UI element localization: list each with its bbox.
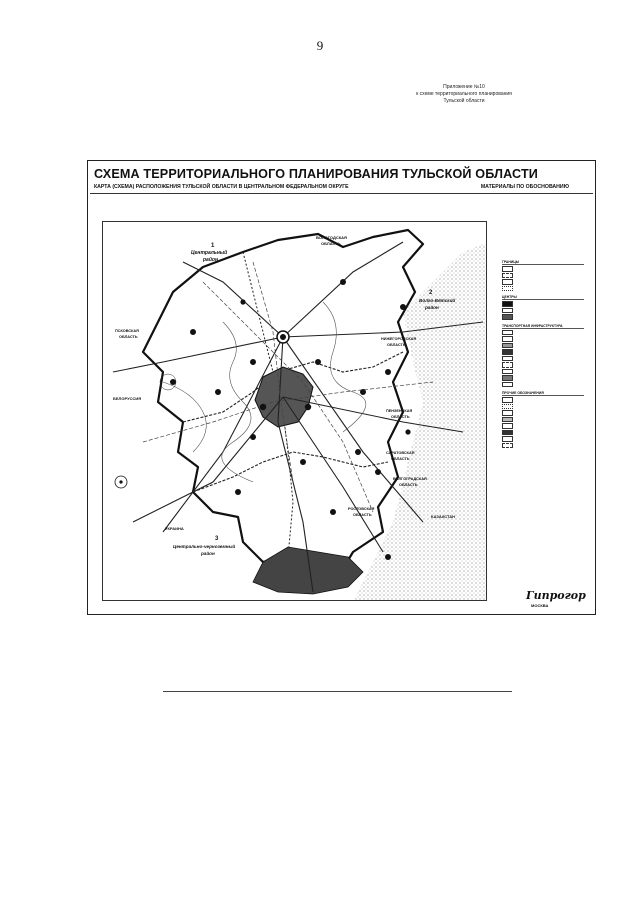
bottom-divider xyxy=(163,691,512,692)
map-label: Волго-Вятский xyxy=(419,298,456,303)
legend-row xyxy=(502,382,584,387)
appendix-line: Тульской области xyxy=(443,98,485,104)
legend-row xyxy=(502,404,584,409)
legend-row xyxy=(502,330,584,335)
appendix-line: к схеме территориального планирования xyxy=(416,91,512,97)
stipple-area-east xyxy=(353,242,487,601)
map-label: ОБЛАСТЬ xyxy=(353,513,372,517)
legend-heading: ТРАНСПОРТНАЯ ИНФРАСТРУКТУРА xyxy=(502,324,584,329)
legend-row xyxy=(502,424,584,429)
legend-heading: ЦЕНТРЫ xyxy=(502,295,584,300)
title-divider xyxy=(90,193,593,194)
map-label: 2 xyxy=(429,290,433,296)
legend-swatch xyxy=(502,343,513,349)
centre-marker xyxy=(240,299,245,304)
map-frame xyxy=(102,221,487,601)
legend-swatch xyxy=(502,397,513,403)
legend-swatch xyxy=(502,301,513,307)
legend-row xyxy=(502,430,584,435)
sheet-title: СХЕМА ТЕРРИТОРИАЛЬНОГО ПЛАНИРОВАНИЯ ТУЛЬСКОЙ ОБЛАСТИ xyxy=(94,167,539,181)
legend-swatch xyxy=(502,308,513,314)
sheet-subtitle: КАРТА (СХЕМА) РАСПОЛОЖЕНИЯ ТУЛЬСКОЙ ОБЛАСТИ В ЦЕНТРАЛЬНОМ ФЕДЕРАЛЬНОМ ОКРУГЕ xyxy=(94,184,349,190)
map-label: район xyxy=(201,551,215,556)
centre-marker xyxy=(305,404,311,410)
map-label: 3 xyxy=(215,536,219,542)
map-label: ОБЛАСТЬ xyxy=(391,457,410,461)
map-legend xyxy=(502,256,584,448)
legend-swatch xyxy=(502,330,513,336)
centre-marker xyxy=(315,359,321,365)
legend-heading: ПРОЧИЕ ОБОЗНАЧЕНИЯ xyxy=(502,391,584,396)
legend-row xyxy=(502,273,584,278)
map-label: БЕЛОРУССИЯ xyxy=(113,396,142,401)
legend-swatch xyxy=(502,336,513,342)
legend-row xyxy=(502,369,584,374)
map-label: ОБЛАСТЬ xyxy=(399,483,418,487)
legend-swatch xyxy=(502,443,513,449)
appendix-line: Приложение №10 xyxy=(443,84,485,90)
legend-swatch xyxy=(502,423,513,429)
map-label: ПЕНЗЕНСКАЯ xyxy=(386,409,413,413)
legend-row xyxy=(502,417,584,422)
legend-swatch xyxy=(502,410,513,416)
centre-marker xyxy=(330,509,336,515)
legend-row xyxy=(502,267,584,272)
legend-swatch xyxy=(502,356,513,362)
map-label: УКРАИНА xyxy=(165,526,184,531)
legend-row xyxy=(502,398,584,403)
legend-row xyxy=(502,315,584,320)
legend-swatch xyxy=(502,273,513,279)
map-label: ОБЛАСТЬ xyxy=(119,335,138,339)
map-label: КАЗАХСТАН xyxy=(431,514,455,519)
map-label: РОСТОВСКАЯ xyxy=(348,507,375,511)
legend-row xyxy=(502,350,584,355)
centre-marker xyxy=(385,554,391,560)
legend-swatch xyxy=(502,362,513,368)
legend-swatch xyxy=(502,369,513,375)
centre-marker xyxy=(190,329,196,335)
centre-marker xyxy=(170,379,176,385)
logo-city: МОСКВА xyxy=(531,603,549,608)
centre-marker xyxy=(375,469,381,475)
map-label: Центрально-черноземный xyxy=(173,544,236,549)
legend-row xyxy=(502,443,584,448)
legend-swatch xyxy=(502,404,513,410)
legend-row xyxy=(502,337,584,342)
legend-swatch xyxy=(502,279,513,285)
legend-swatch xyxy=(502,382,513,388)
map-label: ВОЛОГОДСКАЯ xyxy=(316,235,347,240)
centre-marker xyxy=(119,480,122,483)
centre-marker xyxy=(360,389,366,395)
legend-row xyxy=(502,302,584,307)
legend-heading: ГРАНИЦЫ xyxy=(502,260,584,265)
map-label: ВОЛГОГРАДСКАЯ xyxy=(393,477,427,481)
legend-row xyxy=(502,363,584,368)
legend-row xyxy=(502,356,584,361)
map-label: НИЖЕГОРОДСКАЯ xyxy=(381,337,417,341)
legend-swatch xyxy=(502,417,513,423)
page-number: 9 xyxy=(316,38,324,53)
centre-marker xyxy=(260,404,266,410)
map-label: 1 xyxy=(211,243,215,249)
centre-marker xyxy=(250,434,256,440)
centre-marker xyxy=(235,489,241,495)
legend-swatch xyxy=(502,314,513,320)
centre-marker xyxy=(340,279,346,285)
materials-note: МАТЕРИАЛЫ ПО ОБОСНОВАНИЮ xyxy=(480,184,569,190)
legend-row xyxy=(502,343,584,348)
map-label: ОБЛАСТЬ xyxy=(391,415,410,419)
centre-marker xyxy=(355,449,361,455)
legend-row xyxy=(502,376,584,381)
giprogor-logo: Гипрогор xyxy=(526,589,586,602)
legend-row xyxy=(502,437,584,442)
map-sheet xyxy=(87,160,596,615)
legend-row xyxy=(502,286,584,291)
centre-marker xyxy=(405,429,410,434)
legend-swatch xyxy=(502,349,513,355)
legend-swatch xyxy=(502,375,513,381)
map-label: ОБЛАСТЬ xyxy=(387,343,406,347)
main-centre-marker xyxy=(280,334,286,340)
legend-swatch xyxy=(502,430,513,436)
centre-marker xyxy=(300,459,306,465)
appendix-note xyxy=(384,84,544,105)
centre-marker xyxy=(250,359,256,365)
map-label: САРАТОВСКАЯ xyxy=(386,451,415,455)
legend-row xyxy=(502,411,584,416)
centre-marker xyxy=(400,304,406,310)
legend-row xyxy=(502,308,584,313)
region-map xyxy=(103,222,487,601)
map-label: Центральный xyxy=(191,250,228,256)
map-label: ПСКОВСКАЯ xyxy=(115,329,139,333)
legend-swatch xyxy=(502,436,513,442)
centre-marker xyxy=(215,389,221,395)
map-label: район xyxy=(203,257,218,263)
legend-swatch xyxy=(502,266,513,272)
map-label: район xyxy=(425,305,439,310)
legend-row xyxy=(502,280,584,285)
legend-swatch xyxy=(502,286,513,292)
centre-marker xyxy=(385,369,391,375)
map-label: ОБЛАСТЬ xyxy=(321,241,341,246)
